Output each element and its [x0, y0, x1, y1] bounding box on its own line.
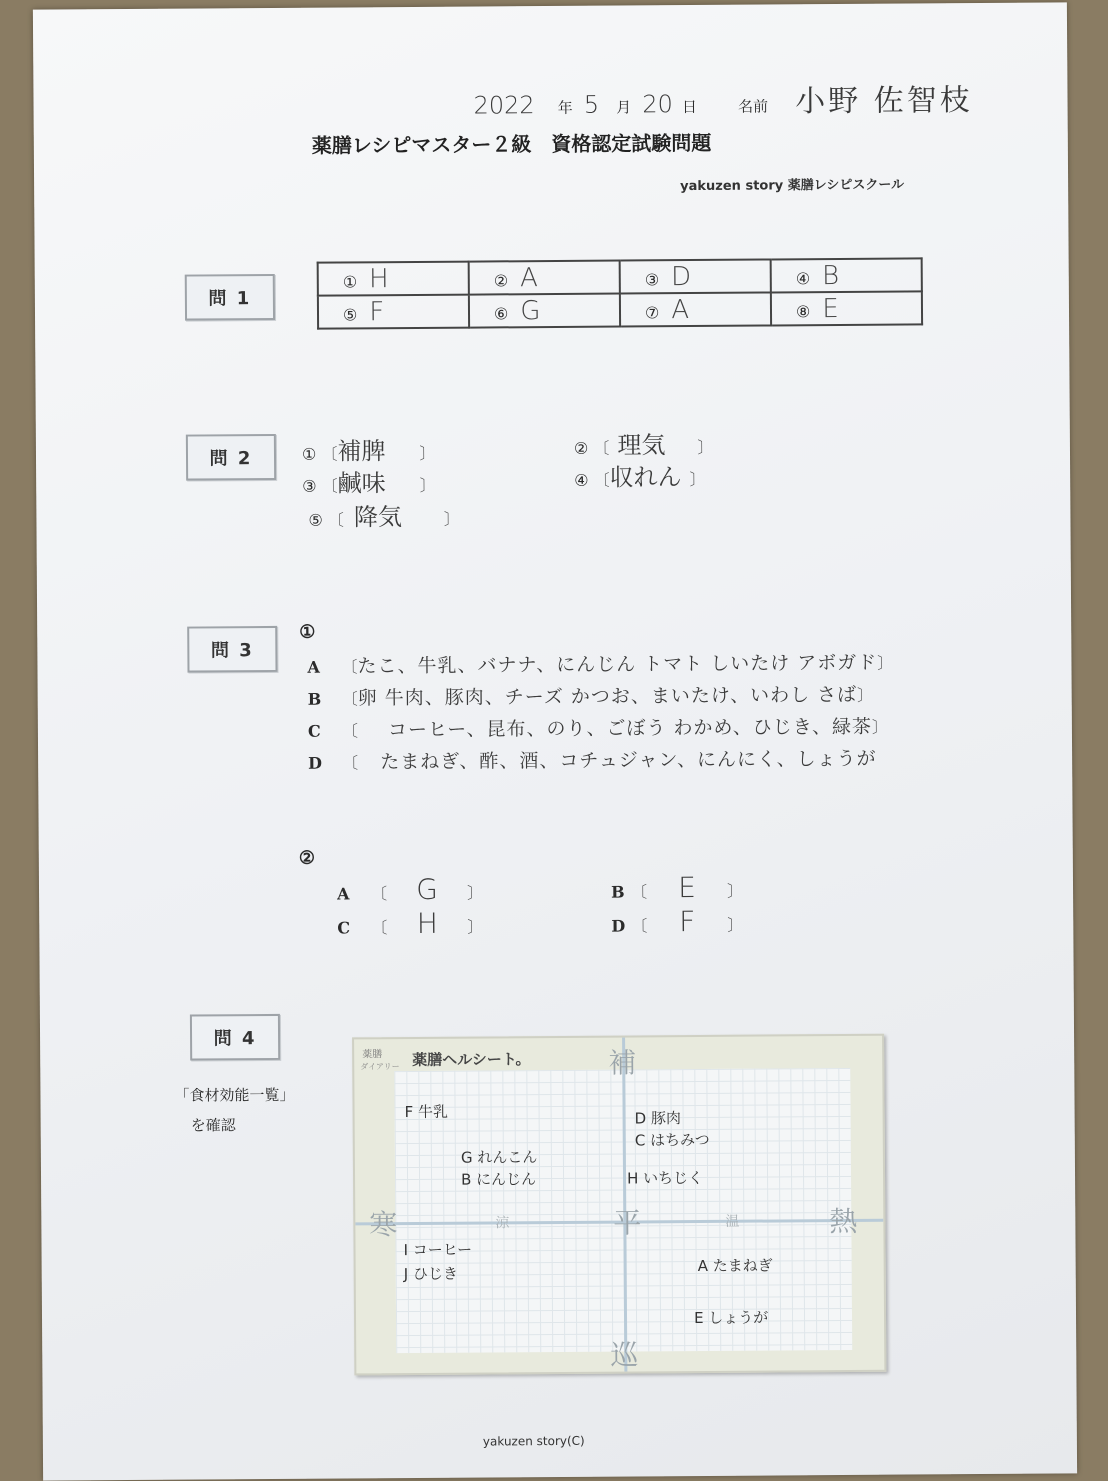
- sheet-entry: C はちみつ: [634, 1130, 710, 1150]
- q3-part2-row: D 〔 F 〕: [611, 905, 744, 939]
- q1-cell: ⑧ E: [771, 291, 922, 325]
- q3-part1-row: A 〔たこ、牛乳、バナナ、にんじん トマト しいたけ アボガド〕: [307, 651, 894, 678]
- q1-cell: ⑦ A: [620, 292, 771, 326]
- q1-cell: ④ B: [771, 258, 922, 292]
- q3-part1-row: D 〔 たまねぎ、酢、酒、コチュジャン、にんにく、しょうが: [308, 747, 877, 774]
- q4-note-line2: を確認: [190, 1116, 236, 1135]
- axis-label-right: 熱: [829, 1204, 858, 1239]
- q2-item: ① 〔補脾 〕: [301, 437, 436, 466]
- sheet-entry: J ひじき: [403, 1264, 458, 1284]
- sheet-entry: B にんじん: [460, 1170, 537, 1189]
- q1-label: 問 1: [185, 274, 275, 321]
- q1-cell: ⑥ G: [469, 294, 620, 328]
- sheet-entry: D 豚肉: [634, 1109, 682, 1128]
- date-line: [473, 75, 972, 122]
- page-footer: yakuzen story(C): [482, 1433, 585, 1449]
- q2-label: 問 2: [186, 434, 276, 481]
- name-value: 小野 佐智枝: [795, 83, 973, 120]
- day-unit: 日: [681, 97, 698, 117]
- axis-label-left-mid: 涼: [495, 1215, 510, 1232]
- q4-note-line1: 「食材効能一覧」: [174, 1085, 295, 1105]
- exam-paper: [33, 2, 1077, 1480]
- q3-part1-row: C 〔 コーヒー、昆布、のり、ごぼう わかめ、ひじき、緑茶〕: [307, 715, 889, 742]
- sheet-entry: E しょうが: [693, 1308, 769, 1328]
- q3-part2-number: ②: [298, 847, 316, 869]
- page-title: 薬膳レシピマスター２級 資格認定試験問題: [311, 130, 712, 158]
- axis-label-center: 平: [613, 1206, 642, 1240]
- q1-answer-table: [317, 257, 923, 329]
- axis-label-left: 寒: [369, 1208, 398, 1242]
- sheet-title: 薬膳ヘルシート。: [412, 1050, 531, 1070]
- axis-label-bottom: 巡: [610, 1338, 639, 1372]
- month-value: 5: [583, 90, 600, 119]
- q3-part2-row: B 〔 E 〕: [610, 871, 744, 905]
- q2-item: ⑤ 〔 降気 〕: [308, 503, 460, 532]
- school-name: yakuzen story 薬膳レシピスクール: [680, 177, 905, 195]
- axis-label-right-mid: 温: [725, 1213, 740, 1230]
- q3-part2-row: C 〔 H 〕: [337, 906, 484, 940]
- sheet-entry: G れんこん: [460, 1148, 538, 1167]
- sheet-entry: I コーヒー: [403, 1240, 473, 1260]
- yakuzen-health-sheet: [352, 1034, 886, 1376]
- q2-item: ② 〔 理気 〕: [573, 431, 714, 460]
- q1-cell: ⑤ F: [318, 295, 469, 329]
- day-value: 20: [642, 90, 673, 119]
- q3-part1-row: B 〔卵 牛肉、豚肉、チーズ かつお、まいたけ、いわし さば〕: [307, 683, 874, 710]
- q3-label: 問 3: [187, 626, 277, 673]
- year-value: 2022: [473, 91, 535, 120]
- q1-cell: ③ D: [620, 259, 771, 293]
- q3-part2-row: A 〔 G 〕: [336, 872, 484, 906]
- sheet-entry: F 牛乳: [404, 1102, 449, 1122]
- month-unit: 月: [616, 98, 632, 117]
- q2-item: ③ 〔鹹味 〕: [302, 469, 436, 498]
- q1-cell: ② A: [469, 261, 620, 295]
- q3-part1-number: ①: [299, 621, 316, 643]
- sheet-entry: H いちじく: [626, 1168, 704, 1188]
- name-label: 名前: [738, 97, 769, 116]
- q2-item: ④ 〔収れん 〕: [574, 463, 706, 492]
- q1-cell: ① H: [318, 262, 469, 296]
- axis-label-top: 補: [608, 1046, 637, 1080]
- q4-label: 問 4: [190, 1014, 280, 1061]
- sheet-entry: A たまねぎ: [697, 1256, 773, 1276]
- year-unit: 年: [557, 98, 573, 117]
- sheet-logo-bottom: ダイアリー: [360, 1062, 400, 1072]
- sheet-logo-top: 薬膳: [362, 1049, 383, 1061]
